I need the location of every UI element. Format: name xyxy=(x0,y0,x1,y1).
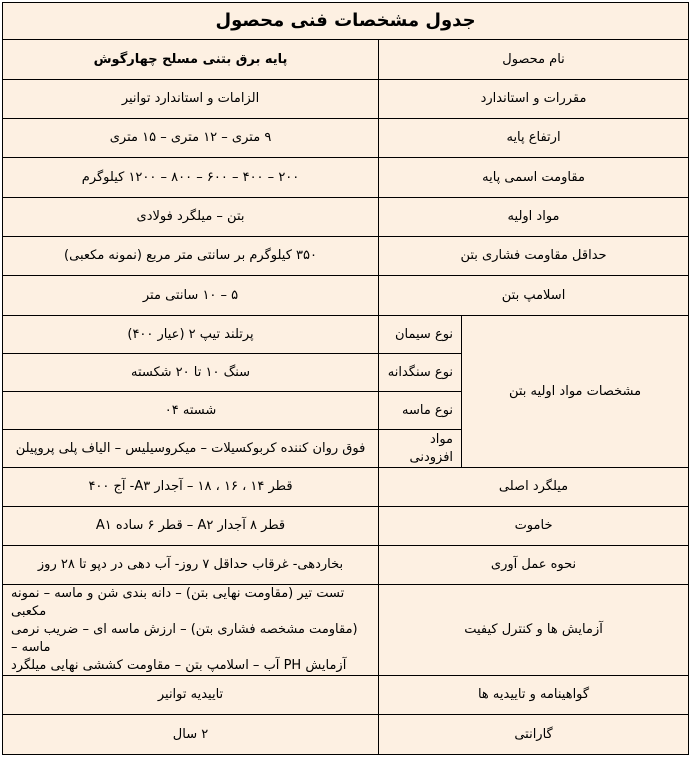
row-value: ۲ سال xyxy=(3,715,379,755)
quality-line: آزمایش PH آب – اسلامپ بتن – مقاومت کششی نهایی میلگرد xyxy=(11,658,347,673)
materials-group-label: مشخصات مواد اولیه بتن xyxy=(462,316,689,468)
row-label: نحوه عمل آوری xyxy=(379,546,689,585)
material-value: شسته ۰۴ xyxy=(3,392,379,430)
row-label: مواد اولیه xyxy=(379,198,689,237)
row-label: مقاومت اسمی پایه xyxy=(379,158,689,198)
quality-line: (مقاومت مشخصه فشاری بتن) – ارزش ماسه ای – ضریب نرمی ماسه – xyxy=(11,622,358,655)
table-row xyxy=(3,276,689,316)
quality-row xyxy=(3,585,689,676)
quality-value xyxy=(3,585,379,676)
row-value: قطر ۸ آجدار A۲ – قطر ۶ ساده A۱ xyxy=(3,507,379,546)
title-row xyxy=(3,3,689,40)
row-label: گواهینامه و تاییدیه ها xyxy=(379,676,689,715)
row-value: پایه برق بتنی مسلح چهارگوش xyxy=(3,40,379,80)
row-label: ارتفاع پایه xyxy=(379,119,689,158)
materials-row xyxy=(3,316,689,354)
row-value: ۵ – ۱۰ سانتی متر xyxy=(3,276,379,316)
row-value: بخاردهی- غرقاب حداقل ۷ روز- آب دهی در دپو تا ۲۸ روز xyxy=(3,546,379,585)
table-row xyxy=(3,715,689,755)
row-label: اسلامپ بتن xyxy=(379,276,689,316)
table-row xyxy=(3,40,689,80)
quality-line: تست تیر (مقاومت نهایی بتن) – دانه بندی شن و ماسه – نمونه مکعبی xyxy=(11,586,345,619)
row-value: ۳۵۰ کیلوگرم بر سانتی متر مربع (نمونه مکعبی) xyxy=(3,237,379,276)
material-label: نوع سیمان xyxy=(379,316,462,354)
material-value: سنگ ۱۰ تا ۲۰ شکسته xyxy=(3,354,379,392)
material-label: مواد افزودنی xyxy=(379,430,462,468)
row-label: گارانتی xyxy=(379,715,689,755)
table-row xyxy=(3,507,689,546)
table-title: جدول مشخصات فنی محصول xyxy=(3,3,689,40)
table-row xyxy=(3,237,689,276)
material-label: نوع ماسه xyxy=(379,392,462,430)
row-value: بتن – میلگرد فولادی xyxy=(3,198,379,237)
material-value: پرتلند تیپ ۲ (عیار ۴۰۰) xyxy=(3,316,379,354)
table-row xyxy=(3,546,689,585)
row-label: آزمایش ها و کنترل کیفیت xyxy=(379,585,689,676)
table-row xyxy=(3,158,689,198)
table-row xyxy=(3,676,689,715)
table-row xyxy=(3,468,689,507)
row-label: مقررات و استاندارد xyxy=(379,80,689,119)
row-label: نام محصول xyxy=(379,40,689,80)
table-row xyxy=(3,198,689,237)
material-label: نوع سنگدانه xyxy=(379,354,462,392)
table-row xyxy=(3,80,689,119)
row-value: ۹ متری – ۱۲ متری – ۱۵ متری xyxy=(3,119,379,158)
row-value: ۲۰۰ – ۴۰۰ – ۶۰۰ – ۸۰۰ – ۱۲۰۰ کیلوگرم xyxy=(3,158,379,198)
material-value: فوق روان کننده کربوکسیلات – میکروسیلیس – الیاف پلی پروپیلن xyxy=(3,430,379,468)
row-value: تاییدیه توانیر xyxy=(3,676,379,715)
row-label: میلگرد اصلی xyxy=(379,468,689,507)
spec-table xyxy=(2,2,689,755)
row-label: حداقل مقاومت فشاری بتن xyxy=(379,237,689,276)
row-value: الزامات و استاندارد توانیر xyxy=(3,80,379,119)
table-row xyxy=(3,119,689,158)
row-value: قطر ۱۴ ، ۱۶ ، ۱۸ – آجدار A۳- آج ۴۰۰ xyxy=(3,468,379,507)
row-label: خاموت xyxy=(379,507,689,546)
